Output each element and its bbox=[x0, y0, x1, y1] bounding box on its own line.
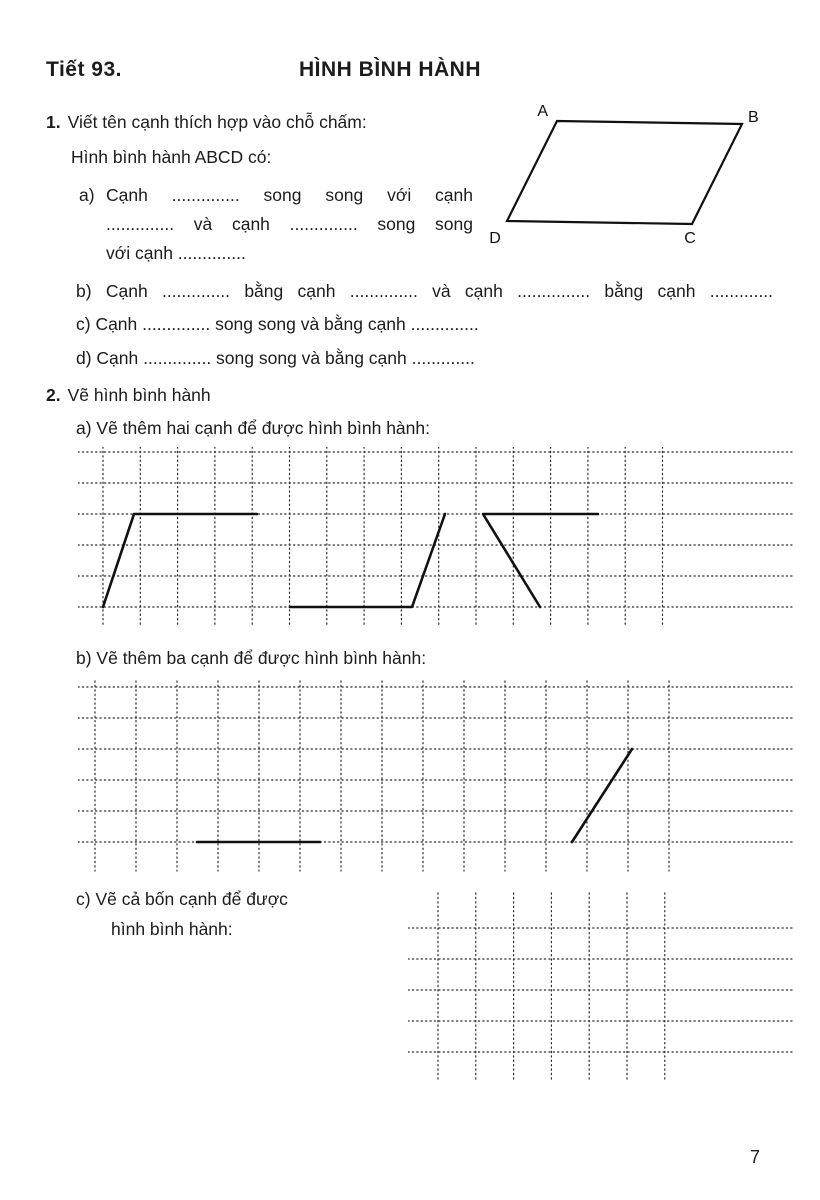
page-number: 7 bbox=[750, 1147, 761, 1167]
exercise-1-number: 1. bbox=[46, 112, 61, 132]
exercise-1-header bbox=[46, 111, 367, 134]
item-c-text: c) Cạnh .............. song song và bằng cạnh .............. bbox=[76, 314, 479, 334]
vertex-label-d: D bbox=[489, 230, 501, 247]
vertex-label-b: B bbox=[748, 109, 759, 126]
item-d-text: d) Cạnh .............. song song và bằng cạnh ............. bbox=[76, 348, 475, 368]
vertex-label-a: A bbox=[537, 103, 548, 120]
drawing-grid-b bbox=[78, 679, 795, 875]
exercise-1-intro: Hình bình hành ABCD có: bbox=[71, 147, 272, 167]
exercise-2b-prompt: b) Vẽ thêm ba cạnh để được hình bình hành: bbox=[76, 648, 427, 668]
item-a-label: a) bbox=[79, 185, 95, 205]
item-a-line-3: với cạnh .............. bbox=[106, 243, 246, 263]
exercise-1-prompt: Viết tên cạnh thích hợp vào chỗ chấm: bbox=[67, 112, 367, 132]
drawing-grid-c bbox=[408, 888, 798, 1084]
exercise-2c-prompt-line-2: hình bình hành: bbox=[111, 919, 233, 939]
item-a-line-2: .............. và cạnh .............. song song bbox=[106, 214, 473, 234]
item-b-text: b) Cạnh .............. bằng cạnh .............. và cạnh ............... bằng cạnh ............. bbox=[76, 281, 773, 301]
exercise-2a-prompt: a) Vẽ thêm hai cạnh để được hình bình hành: bbox=[76, 418, 430, 438]
exercise-2c-prompt-line-1: c) Vẽ cả bốn cạnh để được bbox=[76, 889, 288, 909]
item-a-line-1: Cạnh .............. song song với cạnh bbox=[106, 185, 473, 205]
exercise-2-prompt: Vẽ hình bình hành bbox=[67, 385, 211, 405]
vertex-label-c: C bbox=[684, 230, 696, 247]
page-title: HÌNH BÌNH HÀNH bbox=[299, 58, 481, 81]
parallelogram-shape bbox=[507, 121, 742, 224]
drawing-grid-a bbox=[78, 447, 795, 630]
exercise-2-number: 2. bbox=[46, 385, 61, 405]
lesson-number: Tiết 93. bbox=[46, 58, 122, 81]
exercise-2-header bbox=[46, 384, 211, 407]
parallelogram-figure bbox=[482, 96, 762, 248]
